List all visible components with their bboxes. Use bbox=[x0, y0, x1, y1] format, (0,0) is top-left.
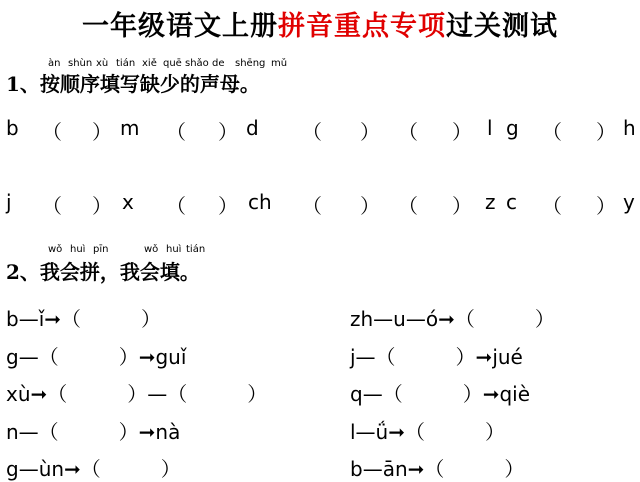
row-cell: （ bbox=[542, 194, 562, 218]
exercise-left-1: b—ǐ➞（ ） bbox=[6, 307, 162, 331]
exercise-left-3: xù➞（ ）—（ ） bbox=[6, 382, 268, 406]
exercise-left-2: g—（ ）➞guǐ bbox=[6, 345, 187, 369]
row-cell: x bbox=[122, 190, 134, 214]
row-cell: ） bbox=[218, 194, 238, 218]
title-highlight: 拼音重点专项 bbox=[278, 11, 446, 42]
row-cell: （ bbox=[166, 120, 186, 144]
row-cell: ） bbox=[596, 120, 616, 144]
row-cell: （ bbox=[398, 120, 418, 144]
row-cell: （ bbox=[302, 194, 322, 218]
pinyin-syllable: de bbox=[212, 58, 225, 69]
row-cell: ） bbox=[92, 120, 112, 144]
pinyin-syllable: quē bbox=[163, 58, 182, 69]
row-cell: ） bbox=[596, 194, 616, 218]
pinyin-syllable: shùn bbox=[68, 58, 93, 69]
exercise-right-1: zh—u—ó➞（ ） bbox=[350, 307, 555, 331]
row-cell: m bbox=[120, 116, 140, 140]
section1-row-1 bbox=[6, 116, 636, 142]
exercise-left-5: g—ùn➞（ ） bbox=[6, 457, 181, 481]
row-cell: （ bbox=[42, 120, 62, 144]
exercise-right-5: b—ān➞（ ） bbox=[350, 457, 525, 481]
row-cell: ） bbox=[218, 120, 238, 144]
section1-row-2 bbox=[6, 190, 636, 216]
row-cell: ） bbox=[360, 194, 380, 218]
row-cell: b bbox=[6, 116, 19, 140]
pinyin-syllable: pīn bbox=[93, 244, 109, 255]
row-cell: ） bbox=[92, 194, 112, 218]
pinyin-syllable: shǎo bbox=[185, 58, 209, 69]
pinyin-syllable: àn bbox=[48, 58, 61, 69]
pinyin-syllable: wǒ bbox=[144, 244, 159, 255]
title-part-3: 过关测试 bbox=[446, 11, 558, 42]
pinyin-syllable: tián bbox=[186, 244, 206, 255]
section1-heading: 1、按顺序填写缺少的声母。 bbox=[6, 72, 260, 96]
row-cell: ） bbox=[452, 194, 472, 218]
page-title bbox=[0, 4, 640, 43]
section2-heading: 2、我会拼，我会填。 bbox=[6, 260, 200, 284]
row-cell: j bbox=[6, 190, 12, 214]
pinyin-syllable: mǔ bbox=[271, 58, 288, 69]
row-cell: （ bbox=[302, 120, 322, 144]
row-cell: c bbox=[506, 190, 517, 214]
pinyin-syllable: xù bbox=[96, 58, 109, 69]
exercise-right-3: q—（ ）➞qiè bbox=[350, 382, 531, 406]
row-cell: （ bbox=[42, 194, 62, 218]
row-cell: h bbox=[623, 116, 636, 140]
pinyin-syllable: huì bbox=[70, 244, 86, 255]
exercise-right-4: l—ǘ➞（ ） bbox=[350, 420, 505, 444]
pinyin-syllable: xiě bbox=[142, 58, 157, 69]
title-part-1: 一年级语文上册 bbox=[82, 11, 278, 42]
pinyin-syllable: shēng bbox=[235, 58, 266, 69]
pinyin-syllable: huì bbox=[166, 244, 182, 255]
row-cell: ch bbox=[248, 190, 272, 214]
row-cell: （ bbox=[542, 120, 562, 144]
exercise-right-2: j—（ ）➞jué bbox=[350, 345, 523, 369]
pinyin-syllable: tián bbox=[116, 58, 136, 69]
row-cell: ） bbox=[452, 120, 472, 144]
row-cell: g bbox=[506, 116, 519, 140]
row-cell: l bbox=[487, 116, 493, 140]
row-cell: ） bbox=[360, 120, 380, 144]
pinyin-syllable: wǒ bbox=[48, 244, 63, 255]
row-cell: z bbox=[485, 190, 496, 214]
row-cell: （ bbox=[166, 194, 186, 218]
row-cell: d bbox=[246, 116, 259, 140]
exercise-left-4: n—（ ）➞nà bbox=[6, 420, 181, 444]
row-cell: （ bbox=[398, 194, 418, 218]
row-cell: y bbox=[623, 190, 635, 214]
